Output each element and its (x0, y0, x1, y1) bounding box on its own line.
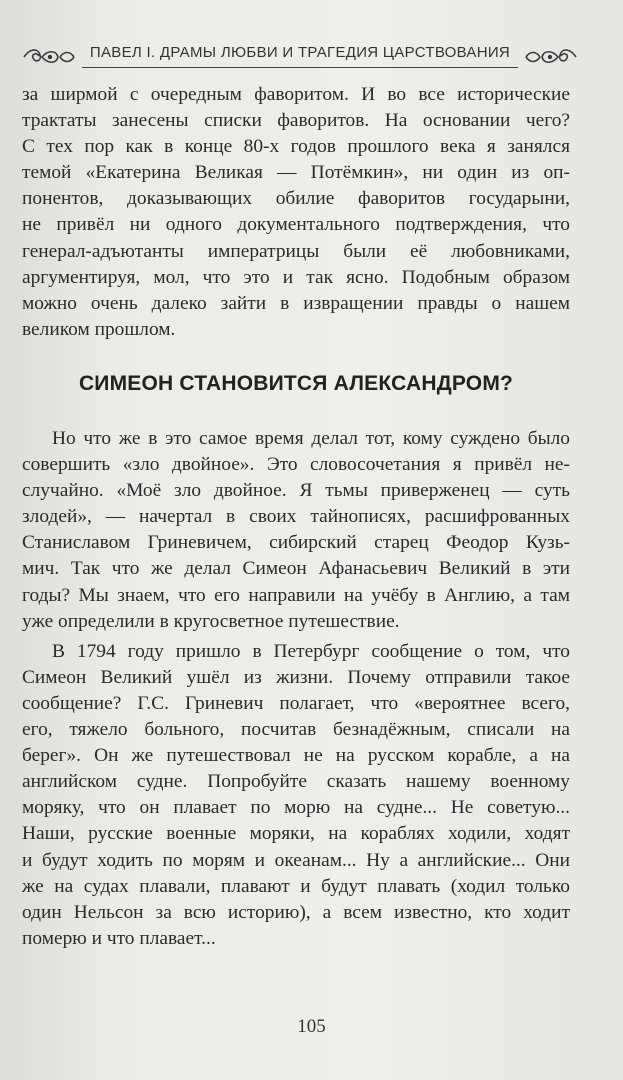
text-line: С тех пор как в конце 80-х годов прошлого века я занялся (22, 136, 570, 158)
main-text (22, 426, 570, 956)
text-line: его, тяжело больного, посчитав безнадёжным, списали на (22, 719, 570, 741)
text-line: Но что же в это самое время делал тот, кому суждено было (52, 428, 570, 449)
text-line: моряку, что он плавает по морю на судне... Не советую... (22, 797, 570, 819)
text-line: уже определили в кругосветное путешествие. (22, 610, 400, 632)
text-line: берег». Он же путешествовал не на русском корабле, а на (22, 745, 570, 767)
page-number: 105 (297, 1016, 326, 1037)
paragraph-1 (22, 426, 570, 635)
text-line: понентов, доказывающих обилие фаворитов государыни, (22, 188, 570, 210)
text-line: и будут ходить по морям и океанам... Ну а английские... Они (22, 849, 570, 871)
ornament-left-icon (22, 46, 76, 68)
intro-paragraph (22, 82, 570, 343)
text-line: можно очень далеко зайти в извращении правды о нашем (22, 292, 570, 314)
text-line: сообщение? Г.С. Гриневич полагает, что «вероятнее всего, (22, 692, 570, 714)
text-line: мич. Так что же делал Симеон Афанасьевич Великий в эти (22, 558, 570, 580)
text-line: генерал-адъютанты императрицы были её любовниками, (22, 240, 570, 262)
text-line: трактаты занесены списки фаворитов. На основании чего? (22, 110, 570, 132)
running-head (22, 36, 578, 76)
text-line: аргументируя, мол, что это и так ясно. Подобным образом (22, 266, 570, 288)
text-line: померю и что плавает... (22, 927, 216, 949)
text-line: В 1794 году пришло в Петербург сообщение о том, что (52, 640, 570, 662)
running-head-rule (82, 67, 518, 68)
running-head-title: ПАВЕЛ I. ДРАМЫ ЛЮБВИ И ТРАГЕДИЯ ЦАРСТВОВАНИЯ (89, 44, 511, 61)
text-line: не привёл ни одного документального подтверждения, что (22, 214, 570, 236)
text-line: случайно. «Моё зло двойное. Я тьмы приверженец — суть (22, 480, 570, 502)
text-line: совершить «зло двойное». Это словосочетания я привёл не- (22, 454, 570, 476)
text-line: за ширмой с очередным фаворитом. И во все исторические (22, 84, 570, 105)
text-line: злодей», — начертал в своих тайнописях, расшифрованных (22, 506, 570, 528)
text-line: Наши, русские военные моряки, на кораблях ходили, ходят (22, 823, 570, 845)
text-line: темой «Екатерина Великая — Потёмкин», ни один из оп- (22, 162, 570, 184)
section-heading: СИМЕОН СТАНОВИТСЯ АЛЕКСАНДРОМ? (78, 372, 514, 395)
text-line: Станиславом Гриневичем, сибирский старец Феодор Кузь- (22, 532, 570, 554)
text-line: один Нельсон за всю историю), а всем известно, кто ходит (22, 901, 570, 923)
text-line: Симеон Великий ушёл из жизни. Почему отправили такое (22, 666, 570, 688)
text-line: великом прошлом. (22, 318, 176, 340)
text-line: годы? Мы знаем, что его направили на учёбу в Англию, а там (22, 584, 570, 606)
paragraph-2 (22, 639, 570, 952)
text-line: же на судах плавали, плавают и будут плавать (ходил только (22, 875, 570, 897)
text-line: английском судне. Попробуйте сказать нашему военному (22, 771, 570, 793)
ornament-right-icon (524, 46, 578, 68)
